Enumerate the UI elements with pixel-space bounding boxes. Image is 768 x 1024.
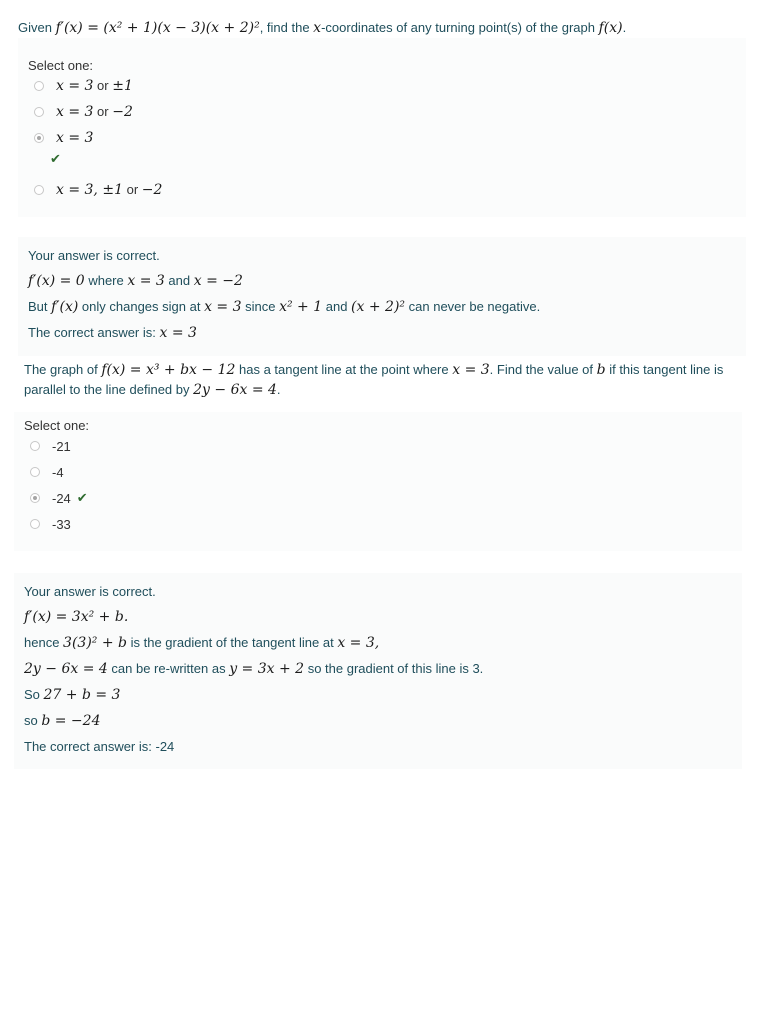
feedback-line: 2y − 6x = 4 can be re-written as y = 3x + 2 so the gradient of this line is 3. [24, 661, 484, 677]
answer-option-b[interactable]: x = 3 or −2 [18, 99, 746, 125]
question-1-feedback [18, 237, 746, 356]
select-one-label: Select one: [28, 58, 94, 73]
question-1-answer-area [18, 38, 746, 217]
radio-button[interactable] [34, 107, 44, 117]
radio-button[interactable] [34, 81, 44, 91]
radio-button[interactable] [30, 467, 40, 477]
radio-button-selected[interactable] [30, 493, 40, 503]
answer-option-a[interactable]: -21 [14, 433, 742, 459]
question-2-feedback [14, 573, 742, 769]
feedback-line: so b = −24 [24, 713, 101, 729]
feedback-line: f′(x) = 0 where x = 3 and x = −2 [28, 273, 243, 289]
correct-check-icon: ✔ [50, 151, 61, 166]
feedback-line: So 27 + b = 3 [24, 687, 121, 703]
answer-option-a[interactable]: x = 3 or ±1 [18, 73, 746, 99]
question-2-text: The graph of f(x) = x³ + bx − 12 has a tangent line at the point where x = 3. Find the value of b if this tangent line is parallel to the line defined by 2y − 6x = 4. [24, 362, 724, 398]
answer-option-d[interactable]: x = 3, ±1 or −2 [18, 177, 746, 203]
answer-option-c[interactable]: x = 3 [18, 125, 746, 151]
radio-button-selected[interactable] [34, 133, 44, 143]
correct-answer: The correct answer is: -24 [24, 739, 175, 754]
question-2 [14, 360, 742, 769]
feedback-line: hence 3(3)² + b is the gradient of the tangent line at x = 3, [24, 635, 380, 651]
answer-option-d[interactable]: -33 [14, 511, 742, 537]
feedback-line: But f′(x) only changes sign at x = 3 since x² + 1 and (x + 2)² can never be negative. [28, 299, 541, 315]
feedback-status: Your answer is correct. [28, 248, 160, 263]
radio-button[interactable] [30, 441, 40, 451]
radio-button[interactable] [30, 519, 40, 529]
question-2-answer-area [14, 412, 742, 551]
answer-option-c[interactable]: -24 ✔ [14, 485, 742, 511]
feedback-line: f′(x) = 3x² + b. [24, 609, 129, 625]
question-1-text: Given f′(x) = (x² + 1)(x − 3)(x + 2)², find the x-coordinates of any turning point(s) of the graph f(x). [18, 20, 627, 36]
correct-answer: The correct answer is: x = 3 [28, 325, 197, 341]
select-one-label: Select one: [24, 418, 90, 433]
correct-check-icon: ✔ [76, 490, 88, 505]
answer-option-b[interactable]: -4 [14, 459, 742, 485]
feedback-status: Your answer is correct. [24, 584, 156, 599]
question-1 [18, 0, 746, 356]
radio-button[interactable] [34, 185, 44, 195]
